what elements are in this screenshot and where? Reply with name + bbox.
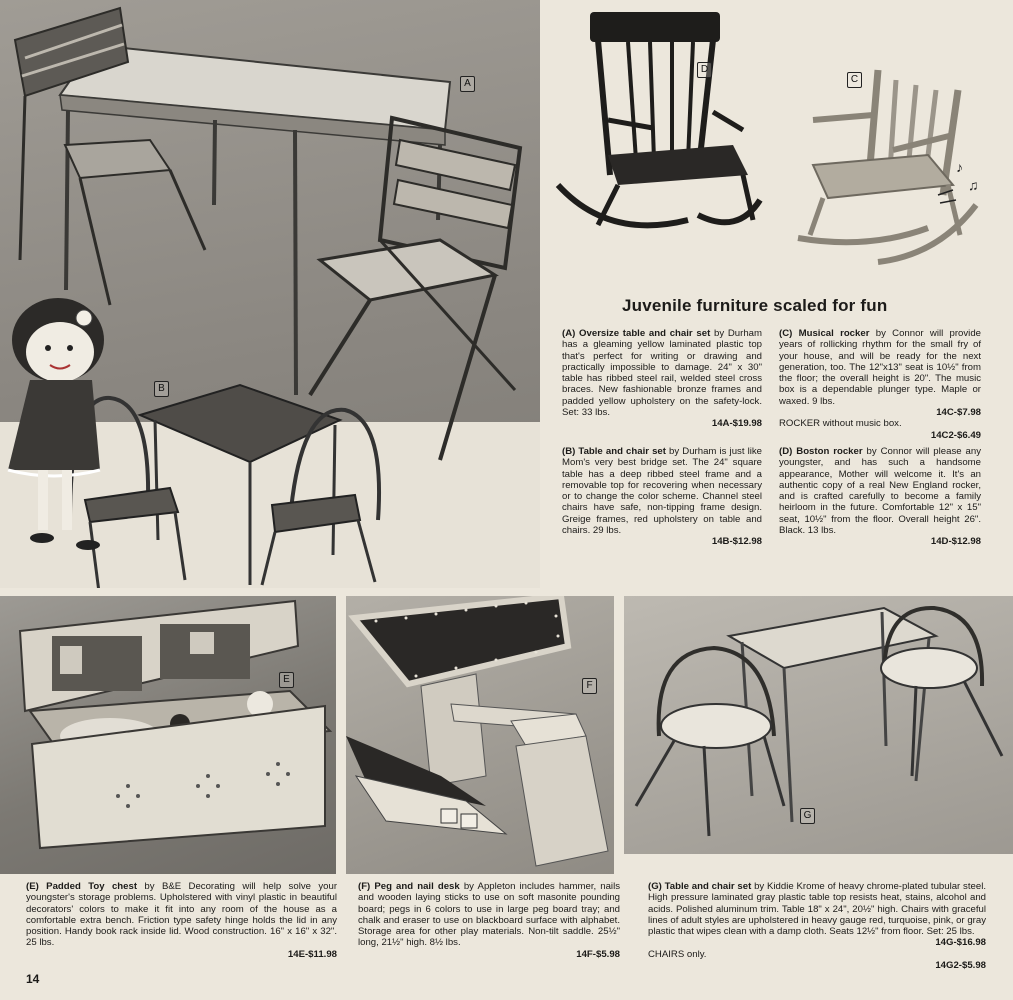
photo-chrome-set [624,596,1013,854]
description-g [648,881,986,971]
item-d-body: by Connor will please any youngster, and has such a handsome appearance, Mother will welcome it. It's an authentic copy of a real New England rocker, and is crafted carefully to become a family heirloom in the future. Comfortable 12" x 15" seat, 10½" from the floor. Overall height 26". Black. 13 lbs. [779,446,981,537]
item-b-body: by Durham is just like Mom's very best bridge set. The 24" square table has a deep ribbed steel frame and a removable top for recovering when necessary or to change the color scheme. Channel steel chairs have safe, non-tipping frame design. Greige frames, red upholstery on table and chairs. 29 lbs. [562,446,762,537]
description-b [562,446,762,548]
item-a-body: by Durham has a gleaming yellow laminated plastic top that's perfect for writing or drawing and practically impossible to damage. 24" x 30" table has ribbed steel rail, welded steel cross braces. New fashionable bronze frames and padded yellow upholstery on the safety-lock. Set: 33 lbs. [562,328,762,419]
photo-rockers [548,0,1013,290]
item-c-extra-price: 14C2-$6.49 [930,429,981,441]
description-a [562,328,762,430]
item-g-body: by Kiddie Krome of heavy chrome-plated tubular steel. High pressure laminated gray plastic table top resists heat, stains, alcohol and acids. Polished aluminum trim. Table 18" x 24", 20½" high. Chairs with graceful lines of adult styles are upholstered in heavy gauge red, turquoise, pink, or gray plastic that wipes clean with a damp cloth. Seats 12½" from floor. Set: 25 lbs. [648,881,986,938]
item-e-lead: (E) Padded Toy chest [26,881,138,892]
rocker-illustration [548,0,1013,290]
description-f [358,881,620,960]
item-e-body: by B&E Decorating will help solve your youngster's storage problems. Upholstered with vinyl plastic in beautiful decorators' colors to make it fit into any room of the house as a comfortable extra bench. Friction type safety hinge holds the lid in any position. Handy book rack inside lid. Wood construction. 16" x 16" x 32". 25 lbs. [26,881,338,949]
item-a-lead: (A) Oversize table and chair set [562,328,711,339]
photo-label-f: F [582,678,597,694]
furniture-illustration-ab [0,0,540,588]
item-d-lead: (D) Boston rocker [779,446,863,457]
item-f-lead: (F) Peg and nail desk [358,881,460,892]
photo-peg-desk [346,596,614,874]
item-c-body: by Connor will provide years of rollicking rhythm for the small fry of your house, and will be ready for the next generation, too. The 12"x13" seat is 10½" from the floor; the overall height is 20". The music box is a dependable plunger type. Maple or waxed. 9 lbs. [779,328,981,407]
photo-label-d: D [697,62,712,78]
photo-toy-chest [0,596,336,874]
item-g-extra-price: 14G2-$5.98 [935,960,986,972]
item-c-lead: (C) Musical rocker [779,328,870,339]
toy-chest-illustration [0,596,336,874]
photo-label-g: G [800,808,815,824]
photo-label-c: C [847,72,862,88]
svg-text:♫: ♫ [968,177,979,193]
item-b-price: 14B-$12.98 [711,536,762,548]
item-c-extra: ROCKER without music box. [779,418,902,430]
item-a-price: 14A-$19.98 [711,418,762,430]
page-heading: Juvenile furniture scaled for fun [622,296,888,315]
chrome-set-illustration [624,596,1013,854]
item-b-lead: (B) Table and chair set [562,446,666,457]
description-c [779,328,981,441]
peg-desk-illustration [346,596,614,874]
item-g-extra: CHAIRS only. [648,948,707,960]
photo-label-a: A [460,76,475,92]
item-e-price: 14E-$11.98 [287,948,337,960]
svg-text:♪: ♪ [956,159,963,175]
photo-table-chair-sets [0,0,540,588]
photo-label-e: E [279,672,294,688]
page-number: 14 [26,972,40,986]
item-c-price: 14C-$7.98 [936,407,981,419]
item-g-price: 14G-$16.98 [935,937,986,949]
description-d [779,446,981,548]
item-g-lead: (G) Table and chair set [648,881,752,892]
item-f-body: by Appleton includes hammer, nails and wooden laying sticks to use on soft masonite pounding board; pegs in 6 colors to use in large peg board tray; and chalk and eraser to use on blackboard surface with alphabet. Storage area for other play materials. Non-tilt saddle. 25½" long, 21½" high. 8½ lbs. [358,881,620,949]
item-d-price: 14D-$12.98 [930,536,981,548]
photo-label-b: B [154,381,169,397]
item-f-price: 14F-$5.98 [576,948,620,960]
description-e [26,881,337,960]
